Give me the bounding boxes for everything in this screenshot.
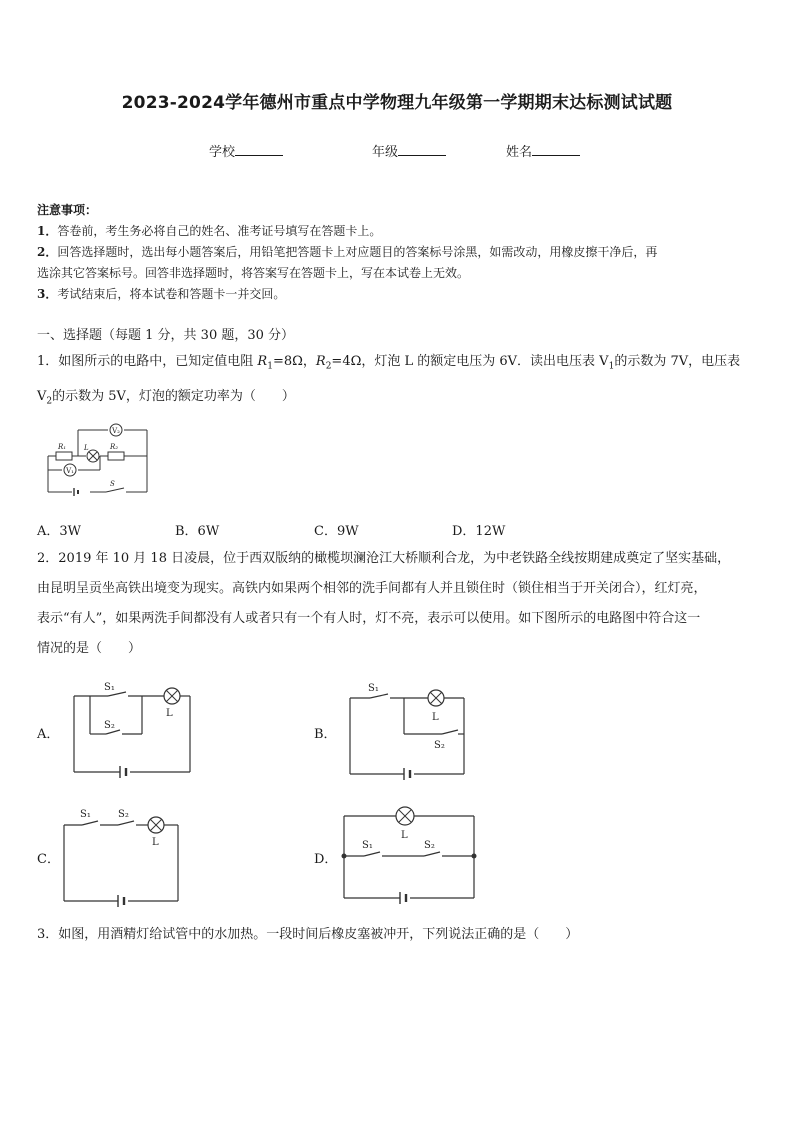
resistor-r1-label: R₁	[58, 443, 67, 451]
switch-s2-label: S₂	[104, 720, 115, 731]
question-2-line-2: 由昆明呈贡坐高铁出境变为现实。高铁内如果两个相邻的洗手间都有人并且锁住时（锁住相当于开关闭合），红灯亮，	[37, 581, 707, 596]
circuit-a-diagram	[72, 680, 197, 780]
question-3: 3．如图，用酒精灯给试管中的水加热。一段时间后橡皮塞被冲开，下列说法正确的是（ ）	[37, 927, 579, 942]
lamp-label: L	[432, 712, 439, 723]
name-field	[506, 141, 580, 160]
lamp-label: L	[401, 830, 408, 841]
school-field	[209, 141, 283, 160]
q1-option-b: B．6W	[175, 524, 220, 539]
school-blank	[235, 143, 283, 156]
grade-label: 年级	[372, 145, 399, 160]
question-1	[37, 347, 759, 416]
question-2	[37, 544, 759, 664]
resistor-r2-label: R₂	[110, 443, 119, 451]
note-item-2-cont: 选涂其它答案标号。回答非选择题时，将答案写在答题卡上，写在本试卷上无效。	[37, 266, 470, 280]
circuit-c-diagram	[62, 805, 187, 910]
grade-blank	[398, 143, 446, 156]
circuit-b-diagram	[348, 680, 473, 780]
name-label: 姓名	[506, 145, 533, 160]
q1-option-c: C．9W	[314, 524, 359, 539]
q1-option-d: D．12W	[452, 524, 506, 539]
note-item-1: 1．答卷前，考生务必将自己的姓名、准考证号填写在答题卡上。	[37, 224, 382, 238]
question-2-line-1: 2．2019 年 10 月 18 日凌晨，位于西双版纳的橄榄坝澜沧江大桥顺利合龙，为中老铁路全线按期建成奠定了坚实基础，	[37, 551, 731, 566]
note-item-2: 2．回答选择题时，选出每小题答案后，用铅笔把答题卡上对应题目的答案标号涂黑，如需改动，用橡皮擦干净后，再	[37, 245, 658, 259]
switch-s2-label: S₂	[424, 840, 435, 851]
circuit-d-diagram	[340, 800, 480, 910]
voltmeter-v2-label: V₂	[112, 427, 120, 435]
question-2-line-4: 情况的是（ ）	[37, 641, 142, 656]
q1-option-a: A．3W	[37, 524, 82, 539]
switch-label: S	[110, 480, 115, 488]
switch-s1-label: S₁	[80, 809, 91, 820]
switch-s1-label: S₁	[362, 840, 373, 851]
name-blank	[532, 143, 580, 156]
lamp-label: L	[152, 837, 159, 848]
note-item-3: 3．考试结束后，将本试卷和答题卡一并交回。	[37, 287, 286, 301]
q2-option-a: A．	[37, 727, 60, 742]
grade-field	[372, 141, 446, 160]
q2-option-c: C．	[37, 852, 60, 867]
notes-heading: 注意事项：	[37, 203, 98, 217]
q2-option-b: B．	[314, 727, 337, 742]
question-2-line-3: 表示“有人”，如果两洗手间都没有人或者只有一个有人时，灯不亮，表示可以使用。如下图所示的电路图中符合这一	[37, 611, 701, 626]
lamp-label: L	[84, 444, 89, 452]
lamp-label: L	[166, 708, 173, 719]
switch-s1-label: S₁	[368, 683, 379, 694]
school-label: 学校	[209, 145, 236, 160]
notes-block	[37, 200, 759, 305]
page-title: 2023-2024学年德州市重点中学物理九年级第一学期期末达标测试试题	[121, 93, 673, 113]
question-1-line-2: $V_2$的示数为 5V，灯泡的额定功率为（ ）	[37, 388, 295, 407]
section-heading: 一、选择题（每题 1 分，共 30 题，30 分）	[37, 328, 295, 343]
question-1-circuit-diagram	[44, 424, 154, 499]
question-1-line-1: 1．如图所示的电路中，已知定值电阻 $R_1=8\Omega$，$R_2=4\Omega$，灯泡 L 的额定电压为 6V．读出电压表 $V_1$的示数为 7V，电压表	[37, 354, 741, 372]
switch-s2-label: S₂	[434, 740, 445, 751]
voltmeter-v1-label: V₁	[66, 467, 74, 475]
switch-s1-label: S₁	[104, 682, 115, 693]
switch-s2-label: S₂	[118, 809, 129, 820]
q2-option-d: D．	[314, 852, 338, 867]
